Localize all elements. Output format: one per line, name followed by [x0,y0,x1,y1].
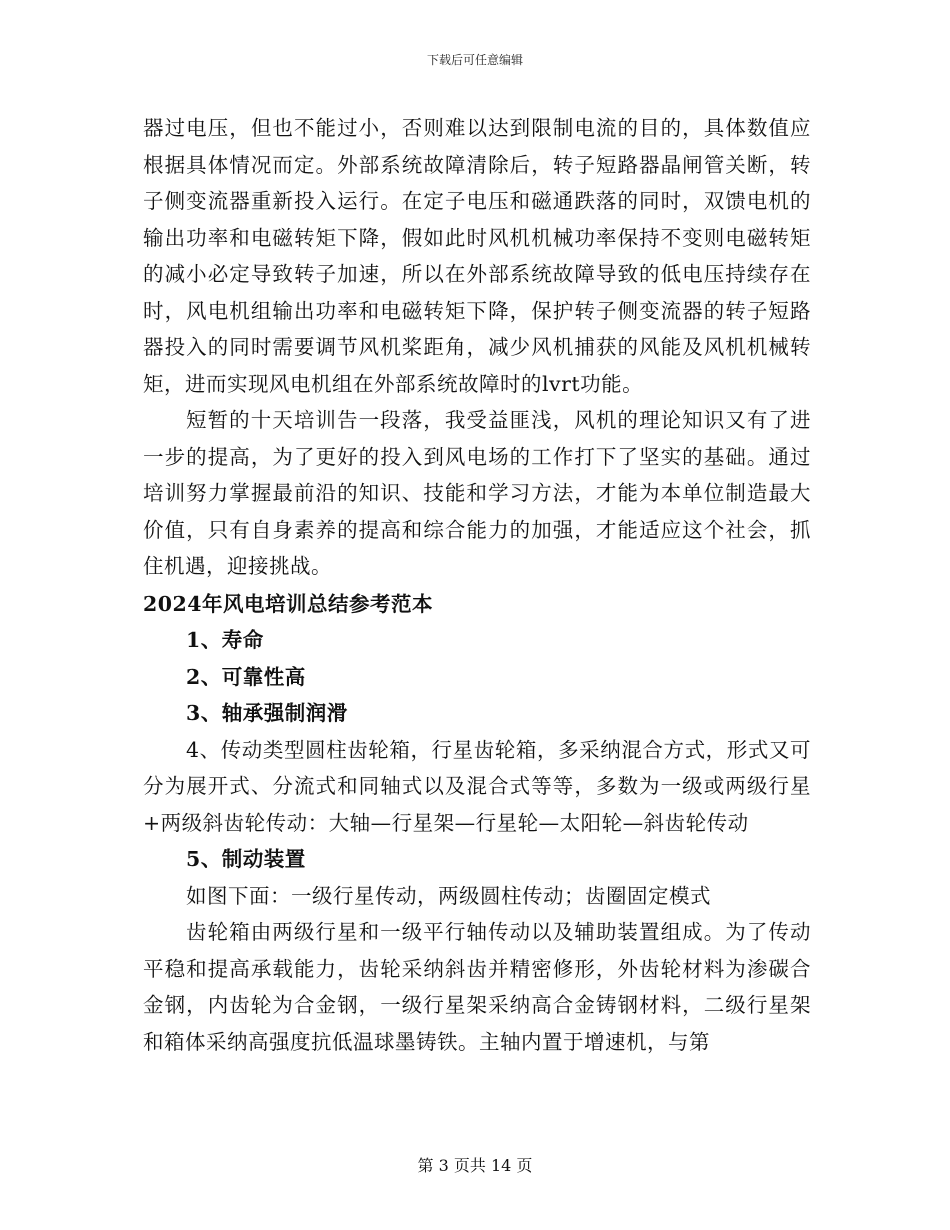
list-item-braking-device: 5、制动装置 [186,847,306,871]
list-item-reliability: 2、可靠性高 [186,664,306,689]
paragraph-gearbox-description: 齿轮箱由两级行星和一级平行轴传动以及辅助装置组成。为了传动平稳和提高承载能力，齿轮采纳斜齿并精密修形，外齿轮材料为渗碳合金钢，内齿轮为合金钢，一级行星架采纳高合金铸钢材料，二级行星架和箱体采纳高强度抗低温球墨铸铁。主轴内置于增速机，与第 [143,920,811,1054]
section-title: 2024年风电培训总结参考范本 [143,591,434,616]
paragraph-figure-note: 如图下面：一级行星传动，两级圆柱传动；齿圈固定模式 [186,883,711,908]
paragraph-continuation: 器过电压，但也不能过小，否则难以达到限制电流的目的，具体数值应根据具体情况而定。外部系统故障清除后，转子短路器晶闸管关断，转子侧变流器重新投入运行。在定子电压和磁通跌落的同时，双馈电机的输出功率和电磁转矩下降，假如此时风机机械功率保持不变则电磁转矩的减小必定导致转子加速，所以在外部系统故障导致的低电压持续存在时，风电机组输出功率和电磁转矩下降，保护转子侧变流器的转子短路器投入的同时需要调节风机桨距角，减少风机捕获的风能及风机机械转矩，进而实现风电机组在外部系统故障时的lvrt功能。 [143,116,811,396]
page-header: 下载后可任意编辑 [426,53,523,67]
document-body [143,110,811,1060]
paragraph-training-summary: 短暂的十天培训告一段落，我受益匪浅，风机的理论知识又有了进一步的提高，为了更好的投入到风电场的工作打下了坚实的基础。通过培训努力掌握最前沿的知识、技能和学习方法，才能为本单位制造最大价值，只有自身素养的提高和综合能力的加强，才能适应这个社会，抓住机遇，迎接挑战。 [143,408,811,578]
list-item-lifespan: 1、寿命 [186,628,264,652]
page-number: 第 3 页共 14 页 [417,1156,533,1175]
list-item-transmission-type: 4、传动类型圆柱齿轮箱，行星齿轮箱，多采纳混合方式，形式又可分为展开式、分流式和同轴式以及混合式等等，多数为一级或两级行星+两级斜齿轮传动：大轴—行星架—行星轮—太阳轮—斜齿轮传动 [143,737,811,835]
list-item-bearing-lubrication: 3、轴承强制润滑 [186,701,348,725]
